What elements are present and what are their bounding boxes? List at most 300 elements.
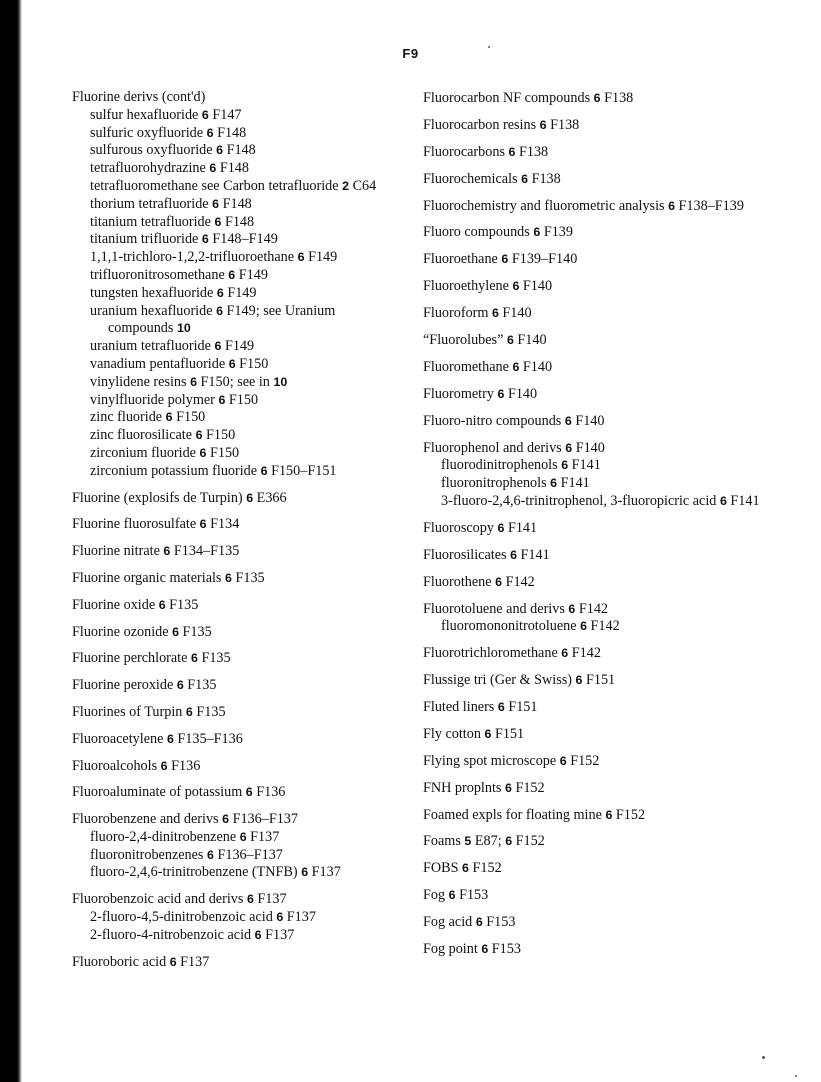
index-heading — [72, 650, 402, 668]
index-heading — [423, 672, 763, 690]
index-heading — [423, 305, 763, 323]
entry-text: tetrafluorohydrazine — [90, 160, 210, 177]
index-entry — [423, 780, 763, 798]
index-subentry — [423, 493, 763, 511]
entry-text: Fluorotrichloromethane — [423, 645, 562, 662]
volume-number: 6 — [565, 440, 573, 455]
entry-text: Fluoro compounds — [423, 224, 534, 241]
entry-text: fluoromononitrotoluene — [441, 618, 581, 635]
index-entry — [72, 731, 402, 749]
volume-number: 6 — [165, 410, 173, 425]
entry-text: F147 — [208, 106, 242, 123]
index-heading — [72, 784, 402, 802]
entry-text: F148 — [216, 160, 249, 177]
index-entry — [423, 144, 763, 162]
index-column-left — [72, 89, 402, 980]
entry-text: F134–F135 — [170, 543, 240, 560]
volume-number: 6 — [539, 117, 547, 132]
entry-text: fluoronitrobenzenes — [90, 846, 208, 863]
index-subentry — [72, 356, 402, 374]
entry-text: F138 — [515, 143, 549, 160]
entry-text: Fluoroethylene — [423, 278, 513, 295]
entry-text: Fluoromethane — [423, 358, 513, 375]
entry-text: F150 — [172, 409, 206, 426]
entry-text: zirconium potassium fluoride — [90, 462, 261, 479]
volume-number: 6 — [201, 232, 209, 247]
entry-text: fluorodinitrophenols — [441, 457, 562, 474]
volume-number: 6 — [568, 601, 576, 616]
volume-number: 6 — [580, 619, 587, 634]
entry-text: F148–F149 — [208, 231, 278, 248]
entry-text: Fluoroethane — [423, 251, 502, 268]
volume-number: 6 — [163, 544, 171, 559]
entry-text: Flussige tri (Ger & Swiss) — [423, 672, 576, 689]
entry-text: Fluoroboric acid — [72, 953, 170, 970]
index-heading — [72, 677, 402, 695]
volume-number: 6 — [495, 574, 503, 589]
entry-text: F148 — [213, 124, 247, 141]
entry-text: F152 — [512, 833, 545, 850]
volume-number: 6 — [521, 171, 529, 186]
index-entry — [72, 624, 402, 642]
index-entry — [423, 601, 763, 637]
entry-text: F135 — [192, 703, 226, 720]
entry-text: Fluoroalcohols — [72, 757, 161, 774]
entry-text: fluoro-2,4-dinitrobenzene — [90, 828, 240, 845]
index-entry — [72, 89, 402, 481]
index-heading — [423, 601, 763, 619]
entry-text: F152 — [468, 860, 502, 877]
index-heading — [72, 954, 402, 972]
volume-number: 6 — [228, 267, 236, 282]
entry-text: fluoro-2,4,6-trinitrobenzene (TNFB) — [90, 864, 302, 881]
entry-text: F140 — [504, 385, 538, 402]
index-entry — [423, 198, 763, 216]
volume-number: 6 — [508, 144, 516, 159]
volume-number: 6 — [212, 196, 220, 211]
volume-number: 6 — [245, 785, 253, 800]
entry-text: F153 — [482, 914, 516, 931]
volume-number: 6 — [297, 250, 305, 265]
entry-text: F141 — [557, 475, 590, 492]
volume-number: 6 — [218, 392, 226, 407]
entry-text: Fluorines of Turpin — [72, 703, 186, 720]
volume-number: 6 — [216, 303, 223, 318]
entry-text: F140 — [498, 305, 532, 322]
entry-text: F153 — [455, 887, 489, 904]
volume-number: 6 — [207, 847, 214, 862]
entry-text: Fluorophenol and derivs — [423, 439, 566, 456]
entry-text: Fluorochemicals — [423, 170, 522, 187]
entry-text: Fluorothene — [423, 573, 496, 590]
index-entry — [72, 650, 402, 668]
entry-text: F140 — [519, 278, 553, 295]
entry-text: vanadium pentafluoride — [90, 355, 229, 372]
entry-text: F140 — [572, 439, 605, 456]
volume-number: 6 — [475, 915, 483, 930]
index-heading — [423, 645, 763, 663]
entry-text: sulfuric oxyfluoride — [90, 124, 207, 141]
volume-number: 6 — [206, 125, 214, 140]
index-entry — [423, 699, 763, 717]
entry-text: tungsten hexafluoride — [90, 284, 217, 301]
entry-text: fluoronitrophenols — [441, 475, 551, 492]
index-entry — [423, 672, 763, 690]
volume-number: 6 — [301, 865, 309, 880]
index-entry — [72, 677, 402, 695]
scan-speck — [795, 1075, 797, 1077]
volume-number: 6 — [199, 517, 207, 532]
entry-text: titanium tetrafluoride — [90, 213, 215, 230]
entry-text: F137 — [283, 909, 316, 926]
entry-text: Fluted liners — [423, 699, 498, 715]
entry-text: Fluorine oxide — [72, 596, 159, 613]
entry-text: F151 — [504, 699, 538, 715]
entry-text: F138–F139 — [674, 197, 744, 214]
index-subentry — [72, 107, 402, 125]
volume-number: 6 — [246, 490, 254, 505]
index-entry — [423, 860, 763, 878]
entry-text: F137 — [261, 926, 295, 943]
volume-number: 6 — [239, 829, 247, 844]
index-entry — [423, 171, 763, 189]
index-subentry — [72, 267, 402, 285]
entry-text: F134 — [206, 516, 240, 533]
index-heading — [423, 833, 763, 851]
entry-text: Fluorocarbon resins — [423, 116, 540, 133]
volume-number: 6 — [176, 678, 184, 693]
volume-number: 6 — [484, 726, 492, 741]
index-heading — [423, 887, 763, 905]
entry-text: Fluoroaluminate of potassium — [72, 784, 246, 801]
index-entry — [72, 597, 402, 615]
entry-text: F152 — [511, 779, 545, 796]
entry-text: F136–F137 — [213, 846, 283, 863]
entry-text: F148 — [219, 195, 252, 212]
entry-text: F149; see Uranium compounds — [108, 302, 336, 337]
volume-number: 6 — [185, 704, 193, 719]
entry-text: F136 — [252, 784, 286, 801]
index-heading — [423, 520, 763, 538]
index-subentry — [72, 160, 402, 178]
entry-text: F150 — [235, 355, 269, 372]
entry-text: Fluorobenzene and derivs — [72, 811, 223, 828]
index-heading — [72, 624, 402, 642]
entry-text: F150 — [202, 427, 236, 444]
volume-number: 6 — [260, 463, 268, 478]
entry-text: Fluorobenzoic acid and derivs — [72, 891, 247, 908]
index-entry — [423, 520, 763, 538]
index-entry — [423, 332, 763, 350]
index-heading — [423, 726, 763, 744]
entry-text: F142 — [568, 645, 601, 662]
volume-number: 6 — [254, 927, 262, 942]
index-entry — [72, 954, 402, 972]
index-heading — [72, 570, 402, 588]
volume-number: 6 — [228, 356, 236, 371]
entry-text: F149 — [221, 338, 255, 355]
volume-number: 6 — [199, 445, 207, 460]
entry-text: Fluorometry — [423, 385, 498, 402]
entry-text: F136–F137 — [229, 811, 298, 828]
entry-text: Fluorine perchlorate — [72, 650, 191, 667]
entry-text: uranium tetrafluoride — [90, 338, 215, 355]
index-entry — [72, 811, 402, 882]
entry-text: F135–F136 — [173, 730, 243, 747]
entry-text: F141 — [568, 457, 601, 474]
entry-text: F139 — [540, 224, 573, 241]
volume-number: 6 — [491, 306, 499, 321]
index-entry — [423, 753, 763, 771]
entry-text: F149 — [223, 284, 257, 301]
volume-number: 6 — [668, 198, 675, 213]
index-heading — [72, 704, 402, 722]
volume-number: 6 — [246, 892, 254, 907]
entry-text: sulfur hexafluoride — [90, 106, 202, 123]
volume-number: 6 — [448, 888, 456, 903]
entry-text: sulfurous oxyfluoride — [90, 142, 217, 159]
volume-number: 6 — [719, 493, 727, 508]
index-entry — [72, 543, 402, 561]
index-heading — [423, 914, 763, 932]
volume-number: 6 — [501, 252, 509, 267]
volume-number: 6 — [276, 910, 284, 925]
volume-number: 6 — [561, 458, 569, 473]
volume-number: 6 — [510, 547, 517, 562]
index-subentry — [72, 463, 402, 481]
index-entry — [423, 117, 763, 135]
entry-text: F137 — [308, 864, 341, 881]
entry-text: Fluorotoluene and derivs — [423, 600, 569, 617]
entry-text: thorium tetrafluoride — [90, 195, 213, 212]
index-heading — [423, 90, 763, 108]
index-entry — [423, 305, 763, 323]
volume-number: 6 — [216, 143, 224, 158]
entry-text: F153 — [488, 941, 521, 958]
entry-text: E87; — [471, 833, 506, 850]
index-entry — [423, 807, 763, 825]
volume-number: 6 — [512, 279, 520, 294]
index-heading — [423, 278, 763, 296]
volume-number: 6 — [533, 225, 541, 240]
entry-text: F137 — [176, 953, 210, 970]
entry-text: 3-fluoro-2,4,6-trinitrophenol, 3-fluoropicric acid — [441, 492, 720, 509]
entry-text: Flying spot microscope — [423, 752, 560, 769]
volume-number: 6 — [497, 700, 505, 714]
entry-text: F142 — [587, 618, 620, 635]
entry-text: F149 — [235, 266, 268, 283]
entry-text: F148 — [221, 213, 255, 230]
index-subentry — [72, 249, 402, 267]
entry-text: Fluorocarbons — [423, 143, 509, 160]
index-entry — [423, 726, 763, 744]
entry-text: tetrafluoromethane see Carbon tetrafluoride — [90, 177, 343, 194]
index-heading — [423, 780, 763, 798]
index-subentry — [72, 927, 402, 945]
volume-number: 6 — [158, 597, 166, 612]
entry-text: Fluorine ozonide — [72, 623, 173, 640]
index-entry — [423, 251, 763, 269]
index-subentry — [72, 427, 402, 445]
entry-text: F140 — [571, 412, 605, 429]
entry-text: vinylfluoride polymer — [90, 391, 219, 408]
entry-text: F139–F140 — [508, 251, 578, 268]
index-heading — [72, 516, 402, 534]
entry-text: C64 — [349, 177, 377, 194]
entry-text: Fog acid — [423, 914, 476, 931]
volume-number: 6 — [190, 374, 197, 389]
volume-number: 6 — [505, 834, 513, 849]
entry-text: F135 — [231, 569, 265, 586]
index-entry — [72, 704, 402, 722]
index-heading — [423, 860, 763, 878]
volume-number: 6 — [497, 386, 505, 401]
volume-number: 6 — [166, 731, 174, 746]
index-heading — [423, 117, 763, 135]
index-entry — [423, 224, 763, 242]
index-entry — [423, 645, 763, 663]
index-subentry — [72, 374, 402, 392]
volume-number: 6 — [462, 861, 469, 876]
entry-text: F138 — [528, 170, 561, 187]
index-entry — [423, 547, 763, 565]
volume-number: 6 — [504, 780, 512, 795]
index-entry — [423, 833, 763, 851]
entry-text: Fly cotton — [423, 725, 485, 742]
index-heading — [423, 386, 763, 404]
index-subentry — [72, 864, 402, 882]
index-heading — [423, 941, 763, 959]
index-heading — [423, 699, 763, 717]
index-heading — [423, 413, 763, 431]
volume-number: 6 — [195, 428, 203, 443]
entry-text: F152 — [612, 806, 646, 823]
volume-number: 6 — [575, 673, 583, 688]
volume-number: 6 — [214, 339, 222, 354]
scan-edge-shadow — [0, 0, 22, 1082]
entry-text: Fog — [423, 887, 449, 904]
entry-text: F148 — [223, 142, 256, 159]
entry-text: Fluoroacetylene — [72, 730, 167, 747]
volume-number: 6 — [559, 753, 567, 768]
index-subentry — [72, 285, 402, 303]
index-entry — [423, 278, 763, 296]
index-entry — [423, 941, 763, 959]
volume-number: 6 — [225, 570, 232, 585]
entry-text: F135 — [197, 650, 231, 667]
entry-text: F151 — [582, 672, 616, 689]
index-heading — [423, 440, 763, 458]
entry-text: Foamed expls for floating mine — [423, 806, 606, 823]
index-subentry — [72, 409, 402, 427]
entry-text: Fluoroform — [423, 305, 492, 322]
entry-text: Fluoro-nitro compounds — [423, 412, 565, 429]
entry-text: F150; see in — [197, 373, 274, 390]
index-heading — [423, 144, 763, 162]
entry-text: F152 — [566, 752, 600, 769]
index-subentry — [72, 196, 402, 214]
index-heading — [72, 758, 402, 776]
volume-number: 6 — [605, 807, 613, 822]
entry-text: F135 — [165, 596, 199, 613]
index-heading — [423, 251, 763, 269]
index-subentry — [72, 909, 402, 927]
entry-text: “Fluorolubes” — [423, 332, 507, 349]
index-subentry — [423, 457, 763, 475]
entry-text: Fluorine fluorosulfate — [72, 516, 200, 533]
index-subentry — [72, 338, 402, 356]
volume-number: 10 — [176, 321, 191, 336]
index-entry — [423, 440, 763, 511]
volume-number: 6 — [512, 359, 520, 374]
volume-number: 6 — [190, 651, 198, 666]
index-heading — [72, 543, 402, 561]
index-entry — [72, 516, 402, 534]
index-heading — [423, 753, 763, 771]
index-entry — [72, 758, 402, 776]
entry-text: FOBS — [423, 860, 463, 877]
entry-text: F142 — [502, 573, 535, 590]
scan-speck — [488, 46, 490, 48]
entry-text: F141 — [504, 519, 538, 536]
entry-text: F140 — [519, 358, 553, 375]
entry-text: Fluorine derivs (cont'd) — [72, 89, 206, 105]
index-heading — [72, 731, 402, 749]
entry-text: F135 — [183, 677, 217, 694]
entry-text: F138 — [546, 116, 580, 133]
entry-text: F140 — [513, 332, 547, 349]
index-heading — [423, 574, 763, 592]
volume-number: 6 — [593, 91, 601, 105]
entry-text: Fluorine nitrate — [72, 543, 164, 560]
entry-text: zinc fluoride — [90, 409, 166, 426]
entry-text: Fluorine organic materials — [72, 569, 226, 586]
entry-text: Fluorine (explosifs de Turpin) — [72, 489, 247, 506]
index-heading — [72, 89, 402, 107]
volume-number: 6 — [216, 285, 224, 300]
index-heading — [72, 490, 402, 508]
index-entry — [423, 914, 763, 932]
entry-text: Fluorochemistry and fluorometric analysis — [423, 197, 669, 214]
volume-number: 6 — [506, 333, 514, 348]
entry-text: E366 — [253, 489, 287, 506]
index-heading — [423, 547, 763, 565]
entry-text: F135 — [179, 623, 212, 640]
entry-text: F141 — [517, 546, 550, 563]
index-subentry — [423, 475, 763, 493]
volume-number: 6 — [550, 476, 558, 491]
entry-text: zinc fluorosilicate — [90, 427, 196, 444]
index-entry — [423, 887, 763, 905]
entry-text: F150 — [225, 391, 259, 408]
index-subentry — [423, 618, 763, 636]
entry-text: uranium hexafluoride — [90, 302, 217, 319]
index-entry — [72, 891, 402, 944]
volume-number: 6 — [209, 161, 217, 176]
entry-text: F150 — [206, 444, 240, 461]
index-subentry — [72, 125, 402, 143]
entry-text: F151 — [491, 725, 525, 742]
entry-text: Foams — [423, 833, 465, 850]
entry-text: vinylidene resins — [90, 373, 191, 390]
index-subentry — [72, 392, 402, 410]
entry-text: Fluorine peroxide — [72, 677, 177, 694]
entry-text: Fog point — [423, 941, 482, 958]
index-subentry — [72, 829, 402, 847]
index-entry — [423, 413, 763, 431]
entry-text: F142 — [575, 600, 609, 617]
entry-text: F137 — [253, 891, 287, 908]
